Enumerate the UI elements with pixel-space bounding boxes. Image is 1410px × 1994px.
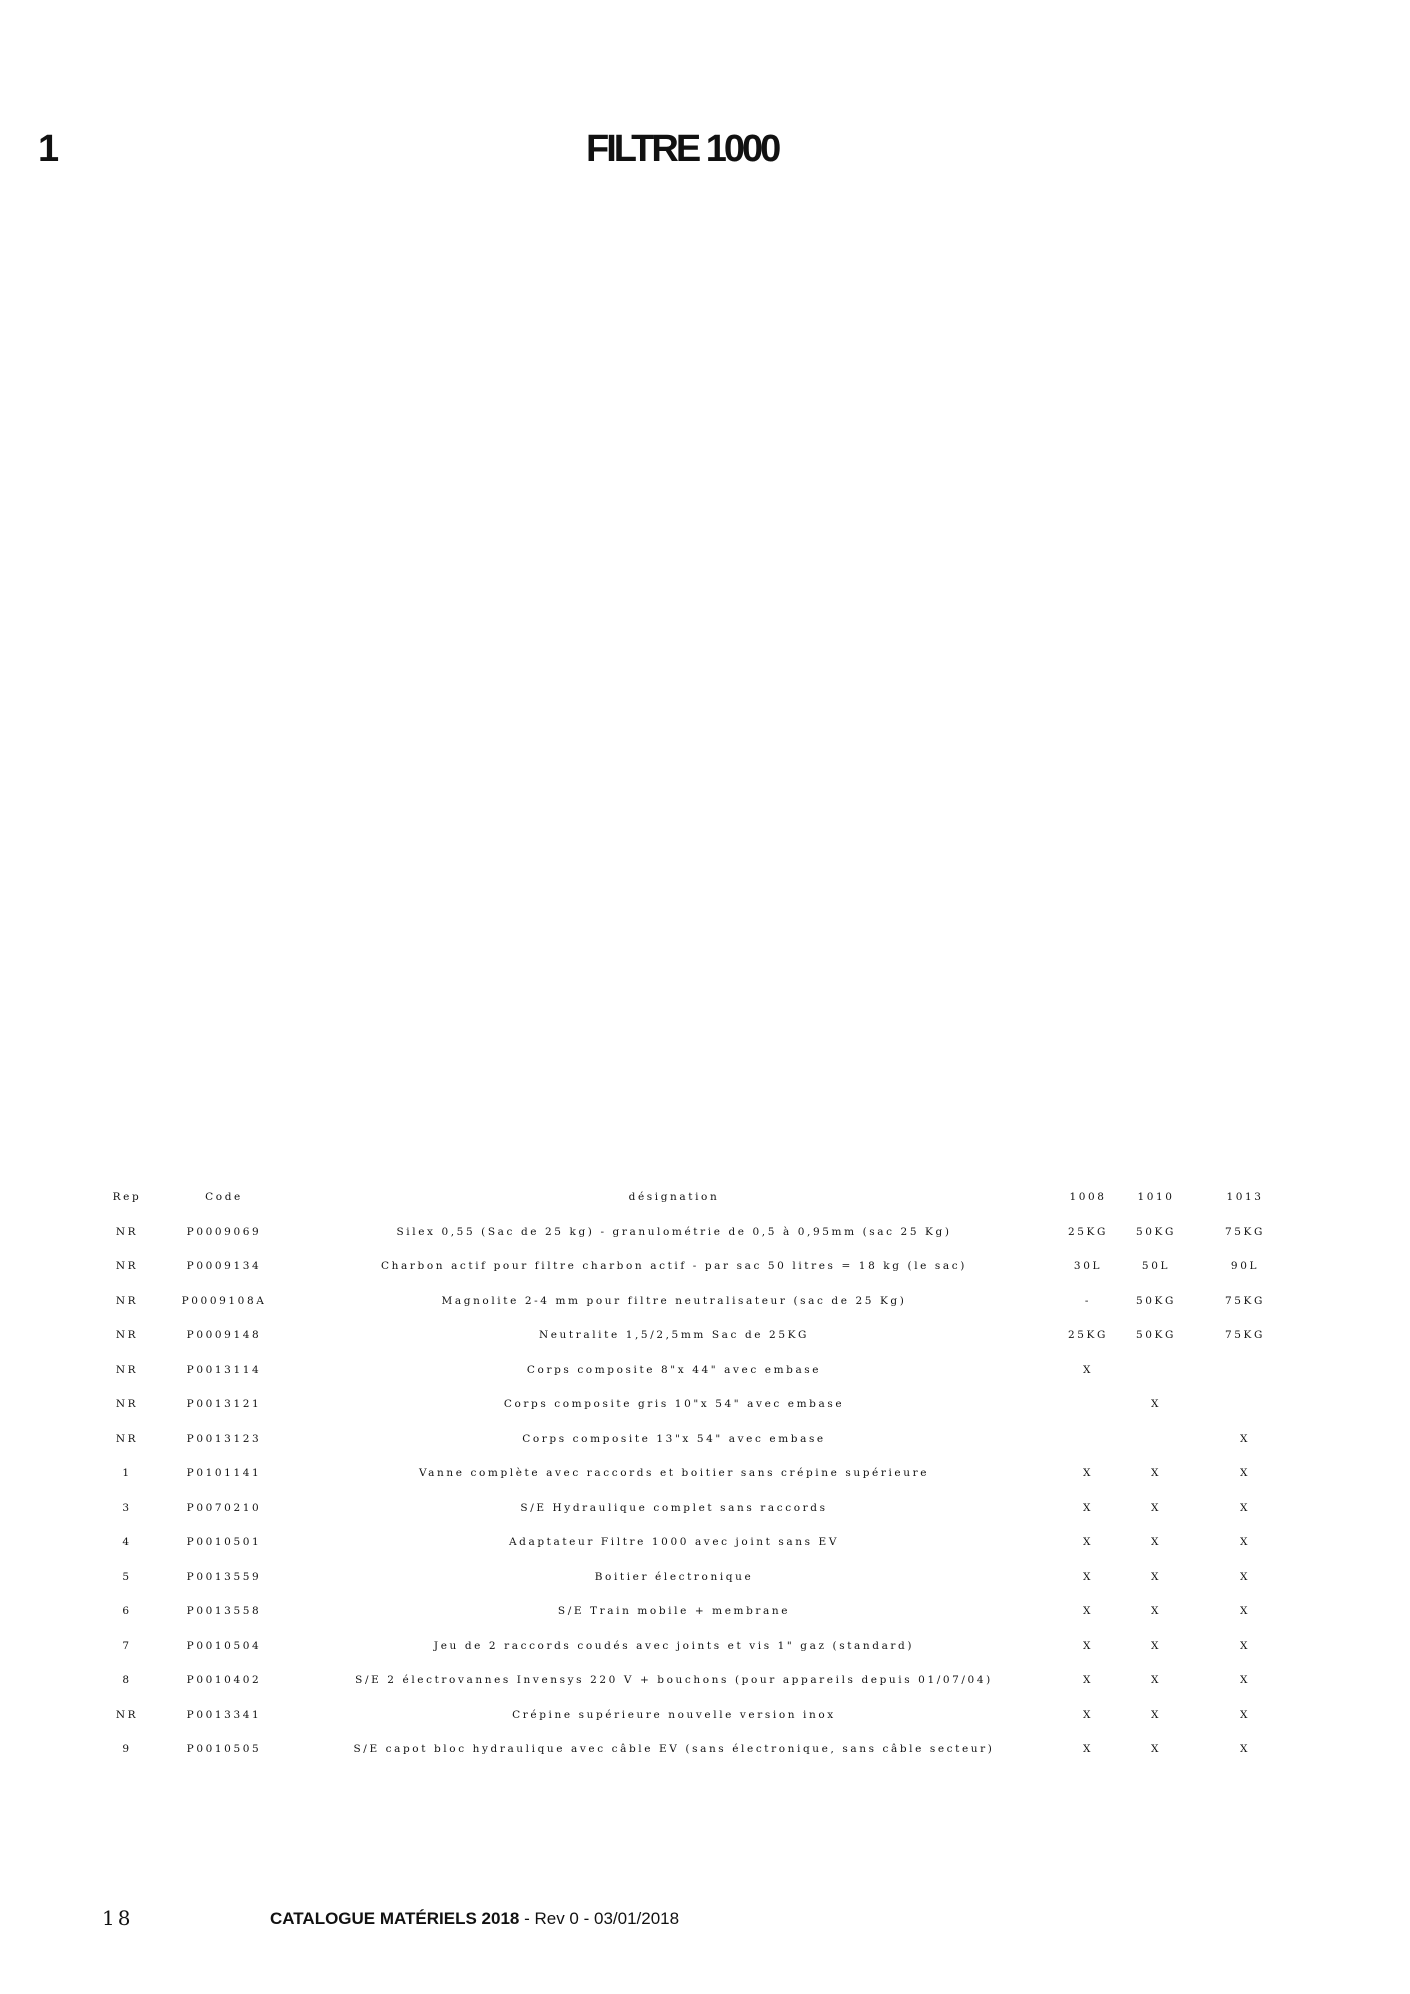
cell-model-1013: X	[1239, 1501, 1251, 1514]
cell-model-1010: 50KG	[1136, 1329, 1176, 1342]
cell-model-1008: X	[1082, 1467, 1094, 1480]
cell-model-1008: X	[1082, 1605, 1094, 1618]
cell-code: P0070210	[186, 1501, 262, 1514]
cell-rep: 5	[122, 1570, 132, 1583]
cell-model-1008: X	[1082, 1363, 1094, 1376]
cell-model-1008: X	[1082, 1536, 1094, 1549]
cell-model-1010	[1122, 1422, 1190, 1457]
cell-model-1008: X	[1082, 1639, 1094, 1652]
table-row	[100, 1318, 1300, 1353]
cell-rep: NR	[115, 1329, 139, 1342]
cell-model-1008: X	[1082, 1674, 1094, 1687]
header-designation: désignation	[628, 1191, 720, 1204]
footer-catalogue-title: CATALOGUE MATÉRIELS 2018	[270, 1909, 520, 1928]
cell-designation: Magnolite 2-4 mm pour filtre neutralisateur (sac de 25 Kg)	[441, 1294, 907, 1307]
cell-code: P0013123	[186, 1432, 262, 1445]
cell-rep: NR	[115, 1708, 139, 1721]
cell-code: P0010402	[186, 1674, 262, 1687]
cell-model-1013: X	[1239, 1570, 1251, 1583]
table-row	[100, 1422, 1300, 1457]
table-row	[100, 1353, 1300, 1388]
cell-model-1010: X	[1150, 1743, 1162, 1756]
cell-designation: Corps composite 13"x 54" avec embase	[522, 1432, 826, 1445]
cell-model-1013: 75KG	[1225, 1329, 1265, 1342]
cell-rep: 7	[122, 1639, 132, 1652]
cell-rep: 9	[122, 1743, 132, 1756]
cell-model-1013: X	[1239, 1605, 1251, 1618]
cell-model-1008: X	[1082, 1501, 1094, 1514]
header-model-1013: 1013	[1226, 1191, 1264, 1204]
cell-model-1013: X	[1239, 1536, 1251, 1549]
cell-designation: Vanne complète avec raccords et boitier sans crépine supérieure	[418, 1467, 930, 1480]
table-row	[100, 1284, 1300, 1319]
table-row	[100, 1560, 1300, 1595]
cell-model-1013	[1190, 1353, 1300, 1388]
cell-model-1008: X	[1082, 1708, 1094, 1721]
page-title: FILTRE 1000	[586, 128, 779, 170]
cell-designation: S/E Train mobile + membrane	[557, 1605, 791, 1618]
cell-code: P0009148	[186, 1329, 262, 1342]
cell-model-1010: X	[1150, 1467, 1162, 1480]
cell-model-1010: X	[1150, 1398, 1162, 1411]
table-row	[100, 1456, 1300, 1491]
cell-model-1008: X	[1082, 1570, 1094, 1583]
cell-model-1008: 25KG	[1068, 1225, 1108, 1238]
cell-model-1010: X	[1150, 1674, 1162, 1687]
cell-model-1013: 75KG	[1225, 1225, 1265, 1238]
cell-designation: Corps composite 8"x 44" avec embase	[526, 1363, 822, 1376]
table-row	[100, 1698, 1300, 1733]
cell-code: P0010504	[186, 1639, 262, 1652]
cell-model-1010: 50KG	[1136, 1294, 1176, 1307]
parts-table	[100, 1180, 1300, 1767]
cell-code: P0013114	[186, 1363, 262, 1376]
cell-rep: 1	[122, 1467, 132, 1480]
table-row	[100, 1629, 1300, 1664]
cell-model-1008: X	[1082, 1743, 1094, 1756]
cell-designation: Neutralite 1,5/2,5mm Sac de 25KG	[538, 1329, 810, 1342]
cell-model-1013: 90L	[1230, 1260, 1260, 1273]
cell-code: P0009108A	[181, 1294, 267, 1307]
cell-model-1010: 50L	[1141, 1260, 1171, 1273]
table-row	[100, 1491, 1300, 1526]
cell-model-1013: X	[1239, 1743, 1251, 1756]
cell-model-1013: X	[1239, 1708, 1251, 1721]
table-row	[100, 1387, 1300, 1422]
cell-rep: NR	[115, 1260, 139, 1273]
cell-designation: Jeu de 2 raccords coudés avec joints et vis 1" gaz (standard)	[433, 1639, 915, 1652]
table-row	[100, 1525, 1300, 1560]
table-row	[100, 1249, 1300, 1284]
table-header-row	[100, 1180, 1300, 1215]
cell-model-1008: 30L	[1073, 1260, 1103, 1273]
table-row	[100, 1663, 1300, 1698]
cell-model-1010: 50KG	[1136, 1225, 1176, 1238]
cell-designation: S/E 2 électrovannes Invensys 220 V + bouchons (pour appareils depuis 01/07/04)	[355, 1674, 993, 1687]
cell-rep: 4	[122, 1536, 132, 1549]
cell-model-1013: X	[1239, 1639, 1251, 1652]
cell-model-1010: X	[1150, 1605, 1162, 1618]
cell-model-1008	[1054, 1387, 1122, 1422]
cell-rep: 8	[122, 1674, 132, 1687]
cell-model-1008: -	[1084, 1294, 1092, 1307]
cell-rep: NR	[115, 1225, 139, 1238]
cell-rep: 6	[122, 1605, 132, 1618]
cell-code: P0010505	[186, 1743, 262, 1756]
cell-rep: 3	[122, 1501, 132, 1514]
cell-rep: NR	[115, 1432, 139, 1445]
header-model-1010: 1010	[1137, 1191, 1175, 1204]
cell-model-1010	[1122, 1353, 1190, 1388]
cell-code: P0010501	[186, 1536, 262, 1549]
cell-model-1008	[1054, 1422, 1122, 1457]
cell-code: P0013341	[186, 1708, 262, 1721]
cell-code: P0009069	[186, 1225, 262, 1238]
cell-model-1013: X	[1239, 1467, 1251, 1480]
table-row	[100, 1732, 1300, 1767]
cell-designation: S/E Hydraulique complet sans raccords	[520, 1501, 828, 1514]
cell-designation: Charbon actif pour filtre charbon actif - par sac 50 litres = 18 kg (le sac)	[381, 1260, 967, 1273]
cell-designation: Boitier électronique	[594, 1570, 754, 1583]
cell-rep: NR	[115, 1294, 139, 1307]
cell-model-1013	[1190, 1387, 1300, 1422]
cell-designation: Silex 0,55 (Sac de 25 kg) - granulométrie de 0,5 à 0,95mm (sac 25 Kg)	[396, 1225, 952, 1238]
cell-designation: Corps composite gris 10"x 54" avec embase	[503, 1398, 845, 1411]
cell-model-1010: X	[1150, 1501, 1162, 1514]
table-row	[100, 1215, 1300, 1250]
cell-model-1013: 75KG	[1225, 1294, 1265, 1307]
cell-code: P0009134	[186, 1260, 262, 1273]
cell-designation: S/E capot bloc hydraulique avec câble EV (sans électronique, sans câble secteur)	[353, 1743, 995, 1756]
cell-code: P0013559	[186, 1570, 262, 1583]
cell-code: P0013121	[186, 1398, 262, 1411]
section-number: 1	[38, 128, 59, 170]
cell-model-1008: 25KG	[1068, 1329, 1108, 1342]
cell-rep: NR	[115, 1363, 139, 1376]
header-model-1008: 1008	[1069, 1191, 1107, 1204]
cell-designation: Adaptateur Filtre 1000 avec joint sans EV	[508, 1536, 840, 1549]
header-code: Code	[205, 1191, 243, 1204]
header-rep: Rep	[112, 1191, 142, 1204]
cell-rep: NR	[115, 1398, 139, 1411]
cell-model-1010: X	[1150, 1536, 1162, 1549]
cell-model-1010: X	[1150, 1570, 1162, 1583]
table-row	[100, 1594, 1300, 1629]
cell-code: P0013558	[186, 1605, 262, 1618]
cell-model-1013: X	[1239, 1674, 1251, 1687]
cell-model-1010: X	[1150, 1639, 1162, 1652]
cell-code: P0101141	[186, 1467, 262, 1480]
footer-page-number: 18	[102, 1906, 134, 1930]
cell-designation: Crépine supérieure nouvelle version inox	[512, 1708, 836, 1721]
footer-catalogue	[270, 1909, 679, 1929]
footer-revision: - Rev 0 - 03/01/2018	[519, 1909, 680, 1928]
cell-model-1010: X	[1150, 1708, 1162, 1721]
cell-model-1013: X	[1239, 1432, 1251, 1445]
